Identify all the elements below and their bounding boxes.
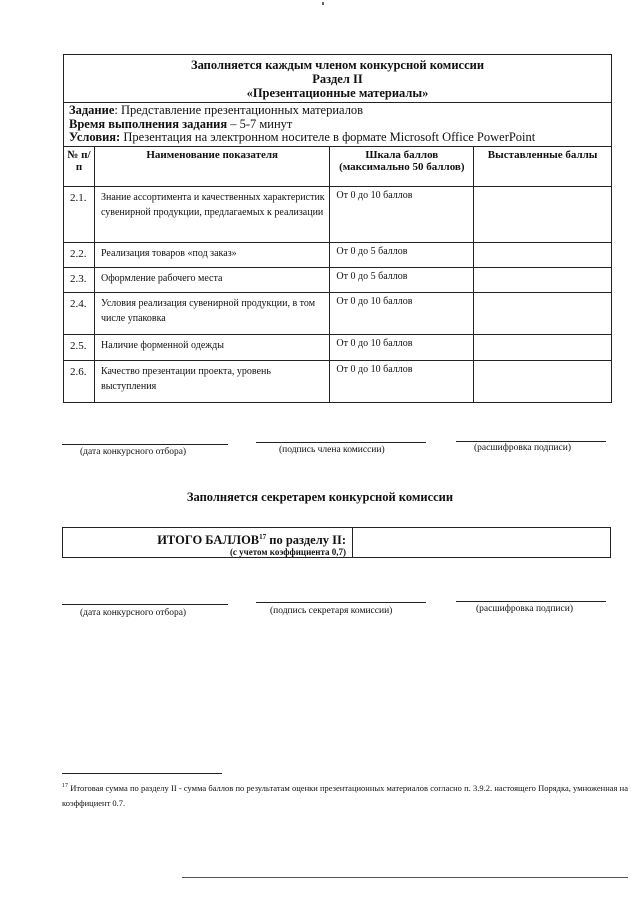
scan-artifact [322, 2, 324, 5]
row-score-cell[interactable] [474, 334, 612, 360]
secretary-sign-caption: (подпись секретаря комиссии) [270, 606, 393, 616]
footnote-divider [62, 773, 222, 774]
decode-signature-line[interactable] [456, 441, 606, 442]
footnote [62, 779, 628, 811]
title-line-1: Заполняется каждым членом конкурсной комиссии [190, 58, 485, 72]
page-bottom-rule [182, 877, 628, 878]
row-name: Наличие форменной одежды [94, 334, 329, 360]
evaluation-table [63, 54, 612, 403]
date-caption-2: (дата конкурсного отбора) [80, 608, 187, 618]
conditions-line [69, 131, 607, 145]
row-scale: От 0 до 5 баллов [330, 242, 474, 267]
row-num: 2.3. [64, 267, 95, 292]
time-line [69, 118, 607, 132]
col-score-header: Выставленные баллы [474, 146, 612, 186]
total-label-suffix: по разделу II: [266, 533, 346, 548]
decode-caption-2: (расшифровка подписи) [476, 604, 573, 614]
row-name: Качество презентации проекта, уровень выступления [94, 360, 329, 402]
table-row [64, 267, 612, 292]
row-scale: От 0 до 5 баллов [330, 267, 474, 292]
row-num: 2.1. [64, 186, 95, 242]
row-scale: От 0 до 10 баллов [330, 360, 474, 402]
row-scale: От 0 до 10 баллов [330, 186, 474, 242]
total-label [63, 530, 346, 547]
time-value: – 5-7 минут [227, 116, 293, 131]
row-score-cell[interactable] [474, 360, 612, 402]
total-score-box [62, 527, 611, 558]
footnote-ref: 17 [259, 533, 267, 541]
row-num: 2.6. [64, 360, 95, 402]
secretary-signature-line[interactable] [256, 602, 426, 603]
task-line [69, 104, 607, 118]
title-line-3: «Презентационные материалы» [246, 86, 429, 100]
conditions-label: Условия: [69, 130, 121, 144]
table-row [64, 242, 612, 267]
col-num-header: № п/п [64, 146, 95, 186]
row-name: Условия реализация сувенирной продукции, в том числе упаковка [94, 292, 329, 334]
table-title [64, 55, 612, 103]
col-scale-header: Шкала баллов (максимально 50 баллов) [330, 146, 474, 186]
task-label: Задание [69, 103, 115, 117]
conditions-value: Презентация на электронном носителе в формате Microsoft Office PowerPoint [120, 130, 536, 144]
row-score-cell[interactable] [474, 186, 612, 242]
date-signature-line-2[interactable] [62, 604, 228, 605]
total-note: (с учетом коэффициента 0,7) [229, 547, 346, 558]
decode-caption: (расшифровка подписи) [474, 443, 571, 453]
total-label-cell [63, 528, 353, 557]
title-line-2: Раздел II [312, 72, 363, 86]
table-row [64, 186, 612, 242]
row-name: Реализация товаров «под заказ» [94, 242, 329, 267]
row-score-cell[interactable] [474, 242, 612, 267]
task-info [64, 103, 612, 147]
row-num: 2.2. [64, 242, 95, 267]
column-header-row [64, 146, 612, 186]
secretary-section-title: Заполняется секретарем конкурсной комиссии [186, 490, 454, 504]
col-name-header: Наименование показателя [94, 146, 329, 186]
task-row [64, 103, 612, 147]
row-name: Оформление рабочего места [94, 267, 329, 292]
date-signature-line[interactable] [62, 444, 228, 445]
member-signature-line[interactable] [256, 442, 426, 443]
row-score-cell[interactable] [474, 292, 612, 334]
row-score-cell[interactable] [474, 267, 612, 292]
member-sign-caption: (подпись члена комиссии) [279, 445, 385, 455]
row-num: 2.5. [64, 334, 95, 360]
row-scale: От 0 до 10 баллов [330, 334, 474, 360]
decode-signature-line-2[interactable] [456, 601, 606, 602]
footnote-mark: 17 [62, 783, 68, 789]
row-scale: От 0 до 10 баллов [330, 292, 474, 334]
table-row [64, 334, 612, 360]
table-row [64, 292, 612, 334]
total-value-cell[interactable] [353, 528, 610, 557]
time-label: Время выполнения задания [69, 116, 228, 131]
task-value: : Представление презентационных материалов [114, 103, 364, 117]
table-row [64, 360, 612, 402]
table-header-row [64, 55, 612, 103]
total-label-text: ИТОГО БАЛЛОВ [157, 533, 260, 548]
date-caption: (дата конкурсного отбора) [80, 447, 187, 457]
footnote-text: Итоговая сумма по разделу II - сумма баллов по результатам оценки презентационных материалов согласно п. 3.9.2. настоящего Порядка, умноженная на коэффициент 0.7. [62, 782, 628, 808]
row-name: Знание ассортимента и качественных характеристик сувенирной продукции, предлагаемых к реализации [94, 186, 329, 242]
row-num: 2.4. [64, 292, 95, 334]
